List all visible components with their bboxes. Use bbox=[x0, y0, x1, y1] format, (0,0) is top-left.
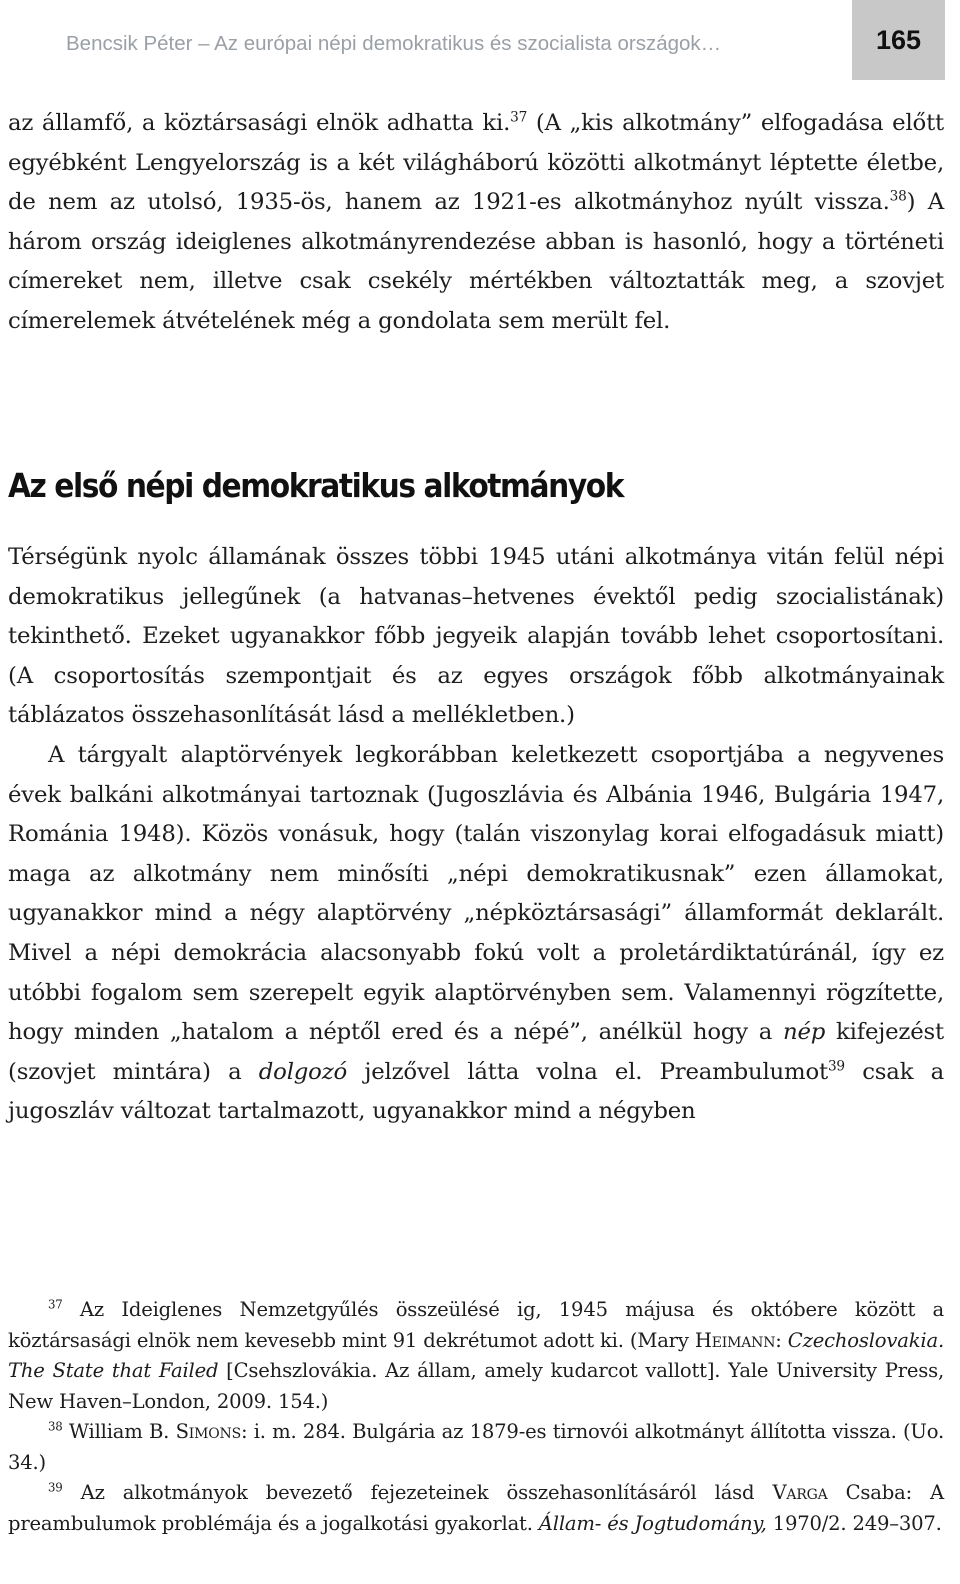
paragraph-top bbox=[8, 104, 944, 342]
footnote-37 bbox=[8, 1295, 944, 1417]
footnote-number: 37 bbox=[48, 1297, 63, 1312]
footnote-38 bbox=[8, 1417, 944, 1478]
footnote-number: 39 bbox=[48, 1480, 63, 1495]
text-run: William B. bbox=[62, 1420, 176, 1443]
text-run: [Csehszlovákia. Az állam, amely kudarcot vallott]. Yale University Press, New Haven–London, 2009. 154.) bbox=[8, 1359, 944, 1413]
page-number-box bbox=[852, 0, 945, 80]
page-number: 165 bbox=[875, 24, 922, 55]
text-run: ) A három ország ideiglenes alkotmányrendezése abban is hasonló, hogy a történeti címereket nem, illetve csak csekély mértékben változtatták meg, a szovjet címerelemek átvételének még a gondolata sem merült fel. bbox=[8, 189, 944, 334]
paragraph-2 bbox=[8, 736, 944, 1132]
text-run: (A „kis alkotmány” elfogadása előtt egyébként Lengyelország is a két világháború közötti alkotmányt léptette életbe, de nem az utolsó, 1935-ös, hanem az 1921-es alkotmányhoz nyúlt vissza. bbox=[8, 110, 944, 216]
text-run: az államfő, a köztársasági elnök adhatta ki. bbox=[8, 110, 511, 136]
author-name: Heimann bbox=[694, 1328, 776, 1352]
paragraph-1: Térségünk nyolc államának összes többi 1945 utáni alkotmánya vitán felül népi demokratikus jellegűnek (a hatvanas–hetvenes évektől pedig szocialistának) tekinthető. Ezeket ugyanakkor főbb jegyeik alapján tovább lehet csoportosítani. (A csoportosítás szempontjait és az egyes országok főbb alkotmányainak táblázatos összehasonlítását lásd a mellékletben.) bbox=[8, 544, 944, 729]
running-header bbox=[0, 0, 960, 80]
footnote-ref-37[interactable]: 37 bbox=[510, 109, 528, 126]
book-title: Czechoslovakia. The State that Failed bbox=[8, 1328, 944, 1382]
text-run: 1970/2. 249–307. bbox=[766, 1511, 942, 1535]
running-title: Bencsik Péter – Az európai népi demokratikus és szocialista országok… bbox=[66, 32, 722, 55]
author-name: Simons bbox=[175, 1420, 241, 1443]
text-run: jelzővel látta volna el. Preambulumot bbox=[347, 1058, 828, 1085]
author-name: Varga bbox=[772, 1481, 828, 1504]
text-run: Csaba: A preambulumok problémája és a jogalkotási gyakorlat. bbox=[8, 1481, 944, 1535]
footnote-ref-39[interactable]: 39 bbox=[827, 1058, 845, 1075]
continued-paragraph bbox=[8, 104, 944, 342]
text-run: Az alkotmányok bevezető fejezeteinek összehasonlításáról lásd bbox=[62, 1481, 773, 1504]
text-run: kifejezést (szovjet mintára) a bbox=[8, 1019, 944, 1085]
section-body bbox=[8, 538, 944, 1132]
emphasis: nép bbox=[783, 1019, 826, 1046]
text-run: A tárgyalt alaptörvények legkorábban keletkezett csoportjába a negyvenes évek balkáni alkotmányai tartoznak (Jugoszlávia és Albánia 1946, Bulgária 1947, Románia 1948). Közös vonásuk, hogy (talán viszonylag korai elfogadásuk miatt) maga az alkotmány nem minősíti „népi demokratikusnak” ezen államokat, ugyanakkor mind a négy alaptörvény „népköztársasági” államformát deklarált. Mivel a népi demokrácia alacsonyabb fokú volt a proletárdiktatúránál, így ez utóbbi fogalom sem szerepelt egyik alaptörvényben sem. Valamennyi rögzítette, hogy minden „hatalom a néptől ered és a népé”, anélkül hogy a bbox=[8, 741, 944, 1046]
emphasis: dolgozó bbox=[258, 1058, 348, 1085]
text-run: : bbox=[775, 1328, 788, 1352]
footnote-39 bbox=[8, 1478, 944, 1539]
footnote-number: 38 bbox=[48, 1419, 63, 1434]
section-heading: Az első népi demokratikus alkotmányok bbox=[8, 466, 624, 505]
text-run: : i. m. 284. Bulgária az 1879-es tirnovói alkotmányt állította vissza. (Uo. 34.) bbox=[8, 1420, 944, 1474]
text-run: Az Ideiglenes Nemzetgyűlés összeülésé ig, 1945 májusa és októbere között a köztársasági elnök nem kevesebb mint 91 dekrétumot adott ki. (Mary bbox=[8, 1298, 944, 1352]
footnote-ref-38[interactable]: 38 bbox=[889, 188, 907, 205]
journal-title: Állam- és Jogtudomány, bbox=[538, 1511, 767, 1535]
text-run: csak a jugoszláv változat tartalmazott, ugyanakkor mind a négyben bbox=[8, 1058, 945, 1125]
footnotes bbox=[8, 1295, 944, 1539]
